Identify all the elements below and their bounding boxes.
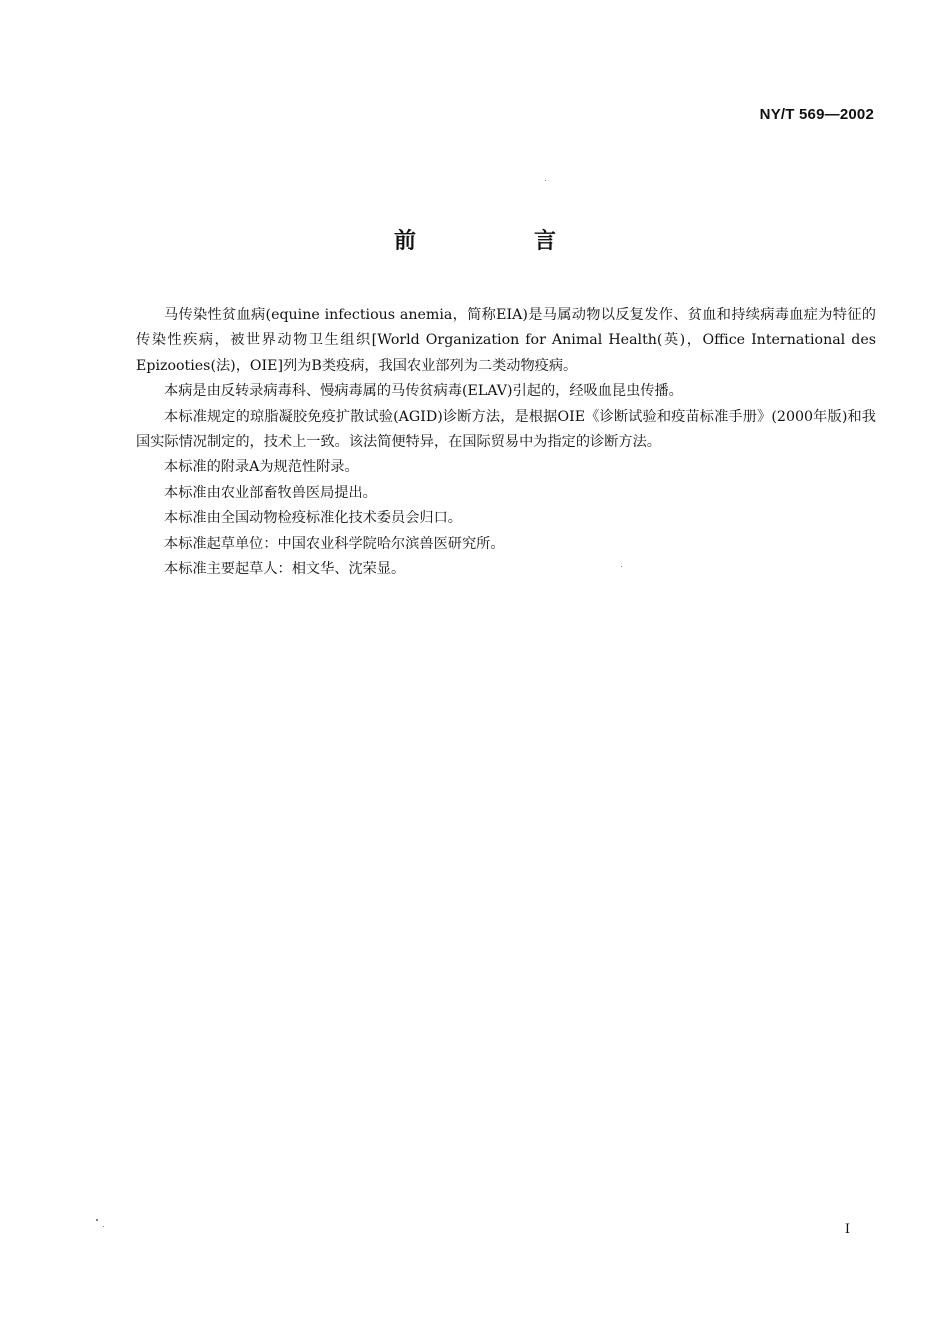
paragraph-proposer: 本标准由农业部畜牧兽医局提出。 [164,484,377,501]
scan-speck [96,1219,98,1221]
paragraph-drafters: 本标准主要起草人：相文华、沈荣显。 [164,561,406,578]
paragraph-drafting-unit: 本标准起草单位：中国农业科学院哈尔滨兽医研究所。 [164,535,505,552]
page-number: I [844,1222,850,1237]
paragraph-cause: 本病是由反转录病毒科、慢病毒属的马传贫病毒(ELAV)引起的，经吸血昆虫传播。 [164,383,683,400]
paragraph-intro: 马传染性贫血病(equine infectious anemia，简称EIA)是马属动物以反复发作、贫血和持续病毒血症为特征的传染性疾病，被世界动物卫生组织[World Organization for Animal Health(英)，Office International des Epizooties(法)，OIE]列为B类疫病，我国农业部列为二类动物疫病。 [136,307,876,374]
scan-speck [545,180,546,181]
page-title: 前 言 [393,229,604,254]
paragraph-method: 本标准规定的琼脂凝胶免疫扩散试验(AGID)诊断方法，是根据OIE《诊断试验和疫苗标准手册》(2000年版)和我国实际情况制定的，技术上一致。该法简便特异，在国际贸易中为指定的诊断方法。 [136,408,876,451]
standard-code: NY/T 569—2002 [759,106,874,123]
paragraph-committee: 本标准由全国动物检疫标准化技术委员会归口。 [164,510,462,527]
scan-speck [621,566,622,567]
paragraph-appendix: 本标准的附录A为规范性附录。 [164,459,359,476]
scan-speck [103,1226,104,1227]
foreword-body [136,303,876,582]
